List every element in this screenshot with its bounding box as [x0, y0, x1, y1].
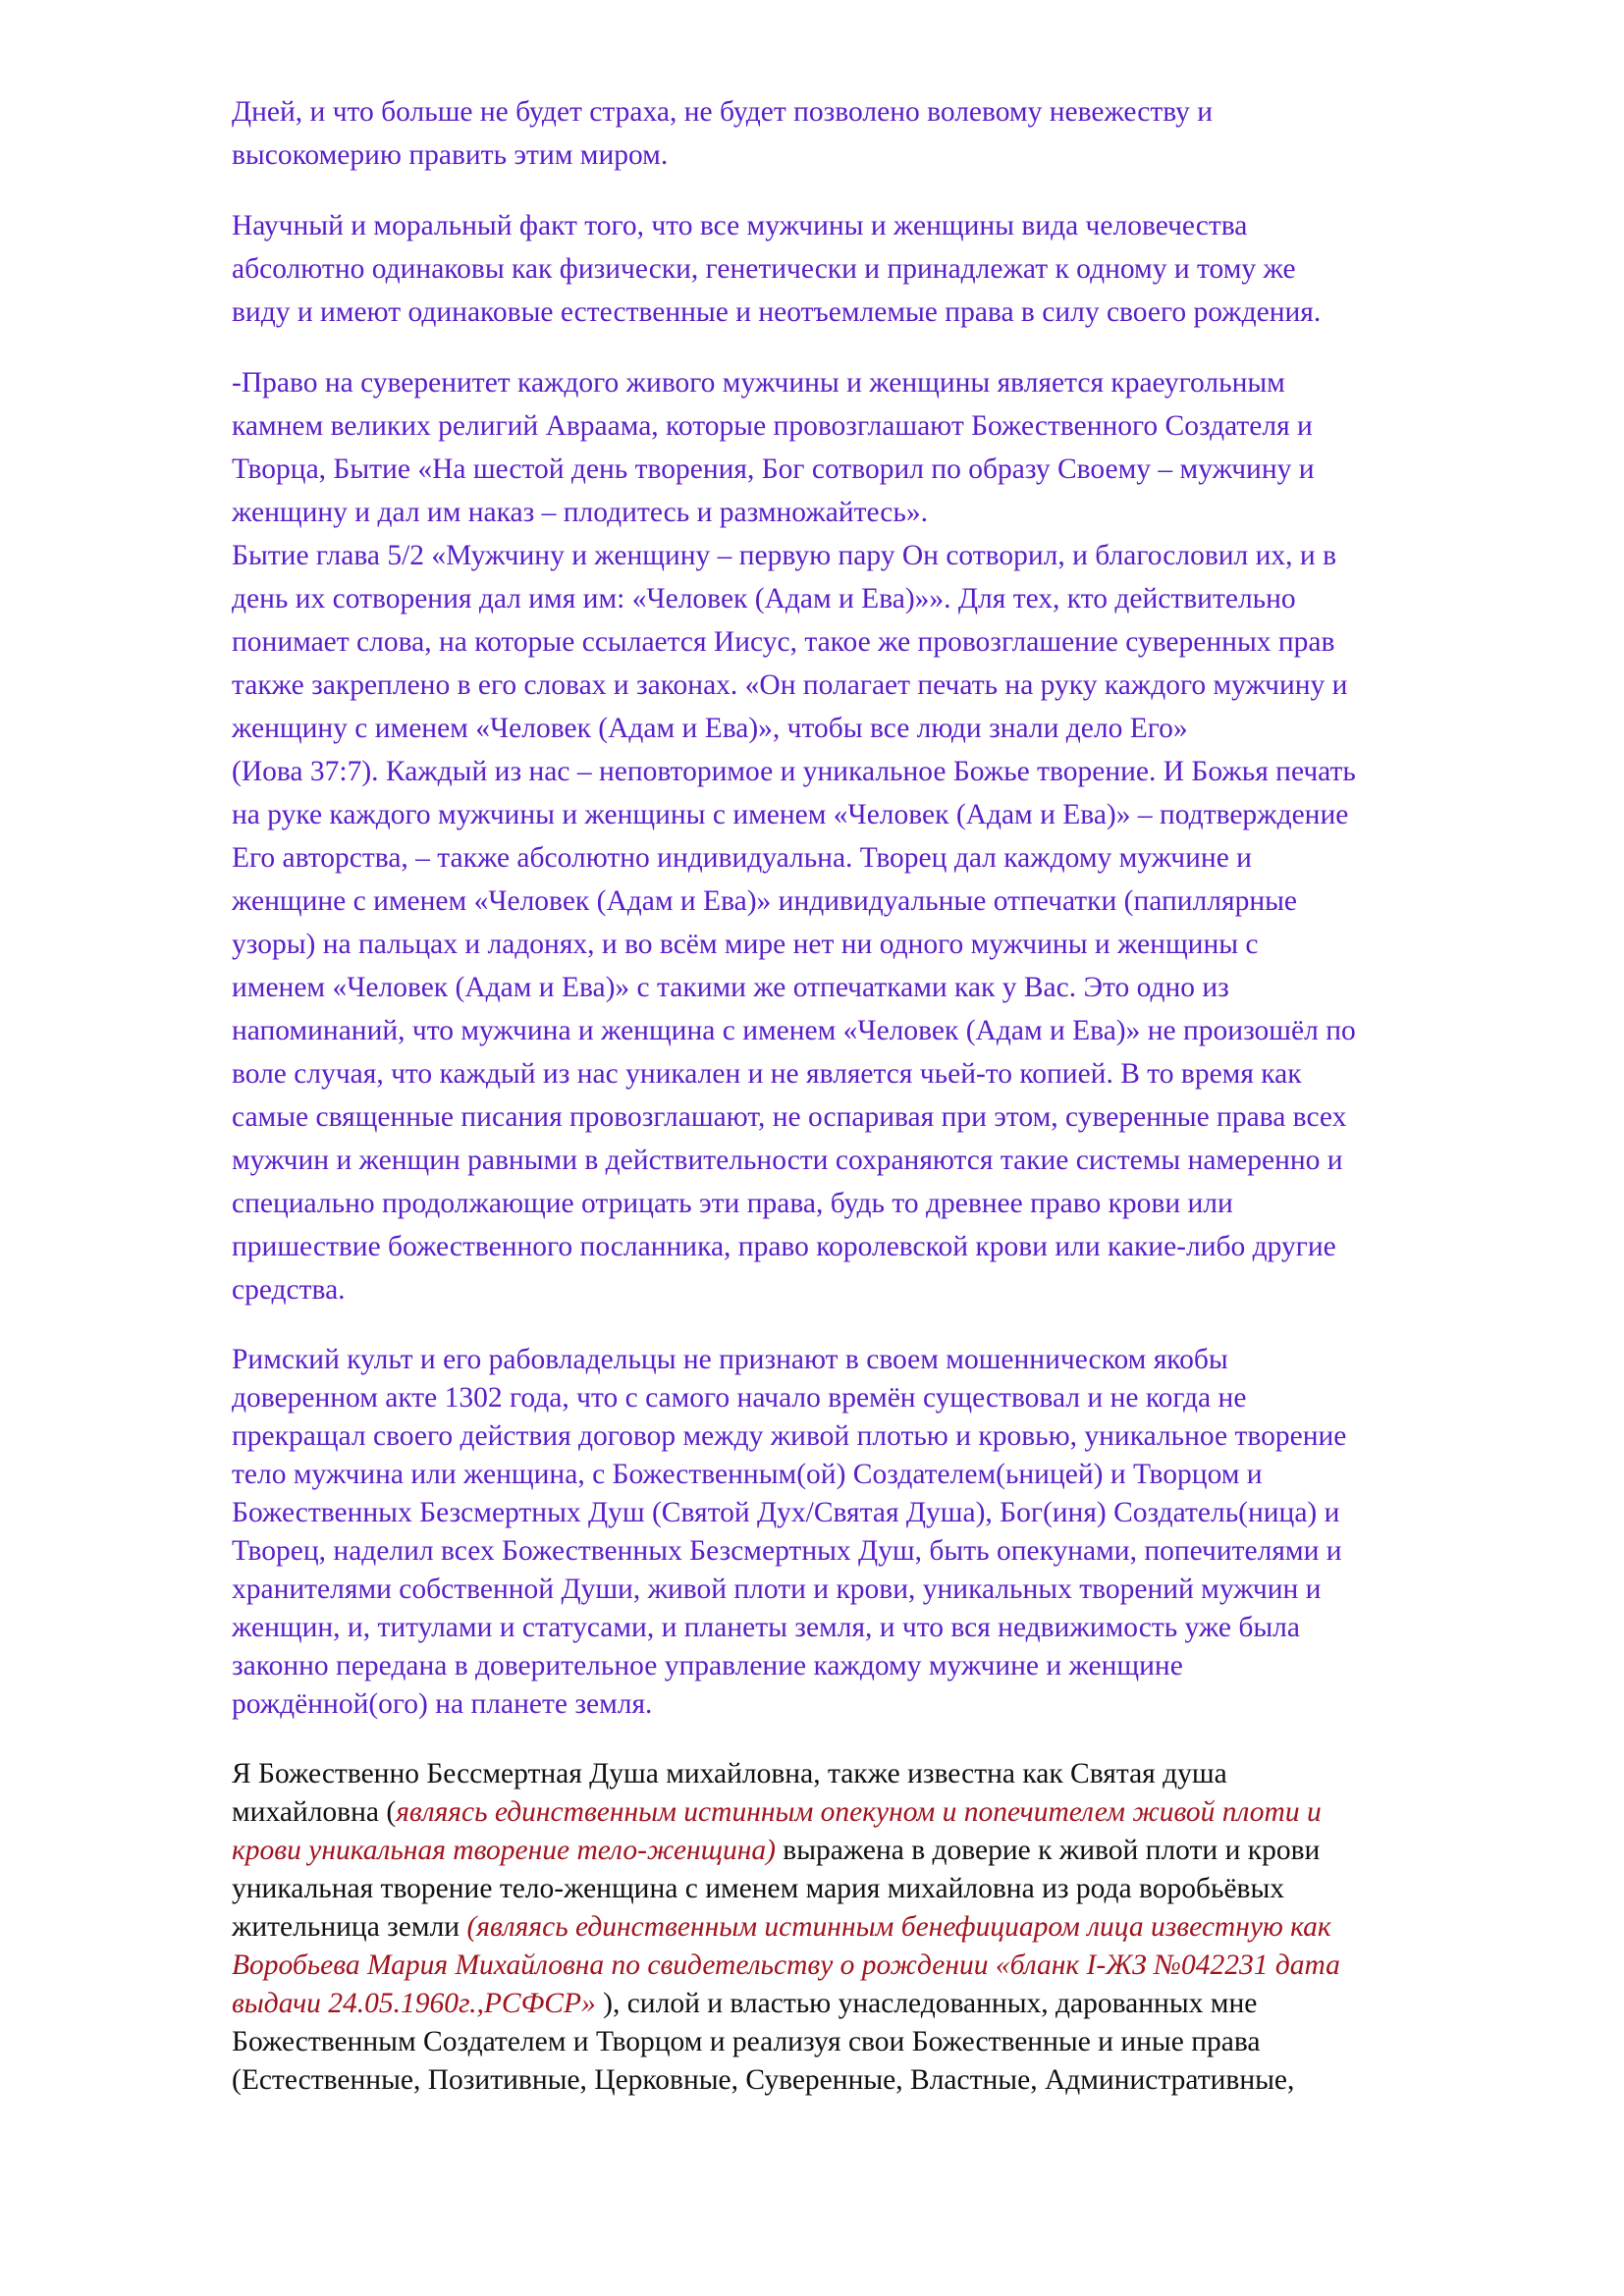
text-line: понимает слова, на которые ссылается Иисус, такое же провозглашение суверенных прав — [232, 626, 1335, 658]
text-line: Я Божественно Бессмертная Душа михайловна, также известна как Святая душа — [232, 1758, 1227, 1789]
text-line: женщине с именем «Человек (Адам и Ева)» индивидуальные отпечатки (папиллярные — [232, 885, 1298, 917]
text-line: именем «Человек (Адам и Ева)» с такими же отпечатками как у Вас. Это одно из — [232, 972, 1229, 1003]
text-line: мужчин и женщин равными в действительности сохраняются такие системы намеренно и — [232, 1145, 1343, 1176]
text-line: хранителями собственной Души, живой плоти и крови, уникальных творений мужчин и — [232, 1574, 1322, 1605]
text-line: виду и имеют одинаковые естественные и неотъемлемые права в силу своего рождения. — [232, 296, 1322, 328]
text-line: Божественных Безсмертных Душ (Святой Дух/Святая Душа), Бог(иня) Создатель(ница) и — [232, 1497, 1340, 1528]
text-line: на руке каждого мужчины и женщины с именем «Человек (Адам и Ева)» – подтверждение — [232, 799, 1349, 830]
text-line: абсолютно одинаковы как физически, генетически и принадлежат к одному и тому же — [232, 253, 1296, 285]
italic-note-line: Воробьева Мария Михайловна по свидетельству о рождении «бланк I-ЖЗ №042231 дата — [232, 1949, 1340, 1981]
text-line: высокомерию править этим миром. — [232, 139, 669, 171]
text-line: женщину с именем «Человек (Адам и Ева)», чтобы все люди знали дело Его» — [232, 713, 1188, 744]
text-line: средства. — [232, 1274, 346, 1306]
text-line: специально продолжающие отрицать эти права, будь то древнее право крови или — [232, 1188, 1233, 1219]
text-line: (Естественные, Позитивные, Церковные, Суверенные, Властные, Административные, — [232, 2064, 1295, 2096]
text-line — [232, 1908, 1526, 1947]
text-line: камнем великих религий Авраама, которые провозглашают Божественного Создателя и — [232, 410, 1313, 442]
text-line: женщину и дал им наказ – плодитесь и размножайтесь». — [232, 497, 928, 528]
text-line: Творец, наделил всех Божественных Безсмертных Душ, быть опекунами, попечителями и — [232, 1535, 1342, 1567]
text-line: -Право на суверенитет каждого живого мужчины и женщины является краеугольным — [232, 367, 1285, 399]
text-line — [232, 1793, 1526, 1832]
text-segment: ), силой и властью унаследованных, дарованных мне — [603, 1988, 1258, 2019]
text-segment: выражена в доверие к живой плоти и крови — [775, 1835, 1321, 1866]
text-segment: жительница земли — [232, 1911, 467, 1943]
text-line — [232, 1832, 1526, 1870]
text-line: доверенном акте 1302 года, что с самого начало времён существовал и не когда не — [232, 1382, 1247, 1414]
text-line: пришествие божественного посланника, право королевской крови или какие-либо другие — [232, 1231, 1336, 1262]
text-line: узоры) на пальцах и ладонях, и во всём мире нет ни одного мужчины и женщины с — [232, 929, 1259, 960]
text-line: напоминаний, что мужчина и женщина с именем «Человек (Адам и Ева)» не произошёл по — [232, 1015, 1356, 1046]
paragraph-5 — [232, 1755, 1526, 2100]
paragraph-3 — [232, 361, 1526, 1311]
paragraph-2 — [232, 204, 1526, 334]
text-line: день их сотворения дал имя им: «Человек (Адам и Ева)»». Для тех, кто действительно — [232, 583, 1296, 614]
text-line: самые священные писания провозглашают, не оспаривая при этом, суверенные права всех — [232, 1101, 1347, 1133]
text-line: Дней, и что больше не будет страха, не будет позволено волевому невежеству и — [232, 96, 1214, 128]
text-line: законно передана в доверительное управление каждому мужчине и женщине — [232, 1650, 1183, 1682]
text-line: Его авторства, – также абсолютно индивидуальна. Творец дал каждому мужчине и — [232, 842, 1252, 874]
text-line: Римский культ и его рабовладельцы не признают в своем мошенническом якобы — [232, 1344, 1228, 1375]
text-line: тело мужчина или женщина, с Божественным(ой) Создателем(ьницей) и Творцом и — [232, 1459, 1263, 1490]
text-line — [232, 1985, 1526, 2023]
italic-note: крови уникальная творение тело-женщина) — [232, 1835, 776, 1866]
text-line: уникальная творение тело-женщина с именем мария михайловна из рода воробьёвых — [232, 1873, 1285, 1904]
italic-note: выдачи 24.05.1960г.,РСФСР» — [232, 1988, 604, 2019]
paragraph-1 — [232, 90, 1526, 177]
text-line: также закреплено в его словах и законах. «Он полагает печать на руку каждого мужчину и — [232, 669, 1348, 701]
text-line: прекращал своего действия договор между живой плотью и кровью, уникальное творение — [232, 1420, 1347, 1452]
paragraph-4 — [232, 1341, 1526, 1724]
text-line: Творца, Бытие «На шестой день творения, Бог сотворил по образу Своему – мужчину и — [232, 454, 1315, 485]
text-line: Бытие глава 5/2 «Мужчину и женщину – первую пару Он сотворил, и благословил их, и в — [232, 540, 1337, 571]
text-line: Божественным Создателем и Творцом и реализуя свои Божественные и иные права — [232, 2026, 1261, 2057]
text-segment: михайловна ( — [232, 1796, 397, 1828]
italic-note: (являясь единственным истинным бенефициаром лица известную как — [466, 1911, 1331, 1943]
text-line: воле случая, что каждый из нас уникален и не является чьей-то копией. В то время как — [232, 1058, 1302, 1090]
text-line: Научный и моральный факт того, что все мужчины и женщины вида человечества — [232, 210, 1248, 241]
italic-note: являясь единственным истинным опекуном и попечителем живой плоти и — [396, 1796, 1322, 1828]
text-line: женщин, и, титулами и статусами, и планеты земля, и что вся недвижимость уже была — [232, 1612, 1300, 1643]
text-line: (Иова 37:7). Каждый из нас – неповторимое и уникальное Божье творение. И Божья печать — [232, 756, 1356, 787]
text-line: рождённой(ого) на планете земля. — [232, 1688, 653, 1720]
